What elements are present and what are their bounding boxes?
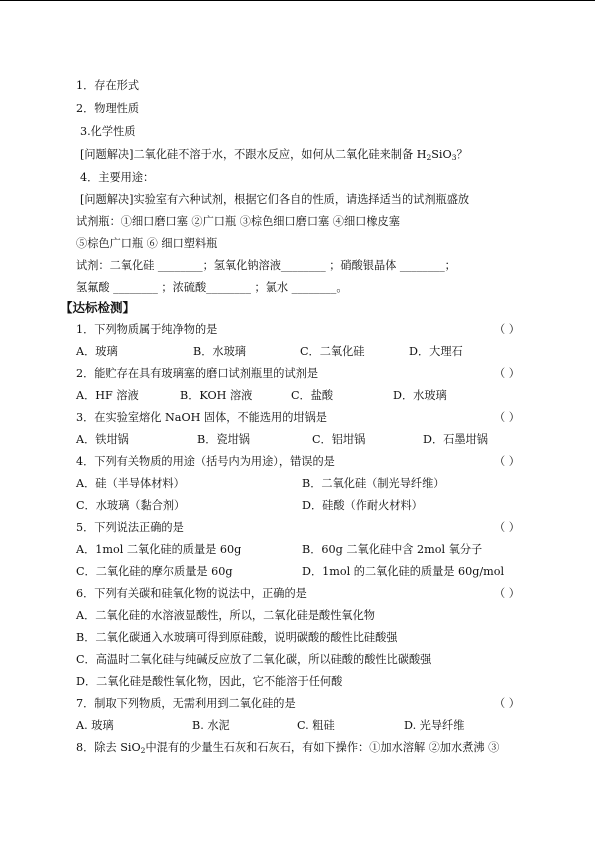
question-1-text: 1．下列物质属于纯净物的是 [76, 323, 218, 336]
reagents-text-2: 氢氟酸 ________ ；浓硫酸________ ；氯水 ________。 [76, 281, 348, 294]
option-c: C．水玻璃（黏合剂） [76, 499, 186, 512]
question-1-options [0, 342, 595, 362]
problem-solving-2 [0, 190, 595, 210]
question-8-stem [0, 738, 595, 758]
question-3-stem [0, 408, 595, 428]
option-c: C．二氧化硅 [300, 345, 365, 358]
question-4-text: 4．下列有关物质的用途（括号内为用途），错误的是 [76, 455, 335, 468]
answer-paren-7: （ ） [494, 697, 520, 710]
option-d: D．水玻璃 [393, 389, 447, 402]
question-8-text [76, 738, 499, 758]
question-1-stem [0, 320, 595, 340]
section-title: 【达标检测】 [60, 300, 136, 315]
option-b: B．二氧化硅（制光导纤维） [302, 477, 445, 490]
option-a: A．HF 溶液 [76, 389, 139, 402]
intro-line-1 [0, 76, 595, 96]
question-7-stem [0, 694, 595, 714]
question-6-option-c [0, 650, 595, 670]
option-a: A. 玻璃 [76, 719, 114, 732]
option-b: B．水玻璃 [193, 345, 246, 358]
option-b: B．瓷坩锅 [197, 433, 250, 446]
intro-item-1: 1．存在形式 [76, 79, 140, 92]
intro-line-2 [0, 99, 595, 119]
option-b: B．60g 二氧化硅中含 2mol 氧分子 [302, 543, 483, 556]
question-4-stem [0, 452, 595, 472]
question-2-options [0, 386, 595, 406]
answer-paren-6: （ ） [494, 587, 520, 600]
option-a: A．二氧化硅的水溶液显酸性，所以，二氧化硅是酸性氧化物 [76, 609, 375, 622]
option-d: D．硅酸（作耐火材料） [302, 499, 423, 512]
question-6-option-b [0, 628, 595, 648]
question-3-text: 3．在实验室熔化 NaOH 固体，不能选用的坩锅是 [76, 411, 327, 424]
answer-paren-4: （ ） [494, 455, 520, 468]
option-b: B．二氧化碳通入水玻璃可得到原硅酸，说明碳酸的酸性比硅酸强 [76, 631, 398, 644]
option-c: C．二氧化硅的摩尔质量是 60g [76, 565, 233, 578]
reagents-line-1 [0, 256, 595, 276]
option-b: B. 水泥 [192, 719, 230, 732]
question-5-stem [0, 518, 595, 538]
section-heading [0, 298, 595, 318]
option-d: D．二氧化硅是酸性氧化物，因此，它不能溶于任何酸 [76, 675, 343, 688]
question-5-options-ab [0, 540, 595, 560]
problem-solving-2-text: [问题解决]实验室有六种试剂，根据它们各自的性质，请选择适当的试剂瓶盛放 [80, 193, 470, 206]
bottles-line-2 [0, 234, 595, 254]
problem-1-post: ？ [456, 148, 468, 161]
option-c: C．铝坩锅 [312, 433, 366, 446]
option-a: A．硅（半导体材料） [76, 477, 185, 490]
option-c: C．盐酸 [291, 389, 334, 402]
question-8-post: 中混有的少量生石灰和石灰石，有如下操作：①加水溶解 ②加水煮沸 ③ [145, 741, 500, 754]
problem-solving-1 [0, 145, 595, 165]
question-4-options-ab [0, 474, 595, 494]
option-a: A．1mol 二氧化硅的质量是 60g [76, 543, 242, 556]
question-2-text: 2．能贮存在具有玻璃塞的磨口试剂瓶里的试剂是 [76, 367, 319, 380]
question-5-text: 5．下列说法正确的是 [76, 521, 184, 534]
question-8-pre: 8．除去 SiO [76, 741, 141, 754]
intro-line-3 [0, 122, 595, 142]
question-6-option-d [0, 672, 595, 692]
question-6-text: 6．下列有关碳和硅氧化物的说法中，正确的是 [76, 587, 307, 600]
question-7-text: 7．制取下列物质，无需利用到二氧化硅的是 [76, 697, 296, 710]
intro-item-3: 3.化学性质 [80, 125, 136, 138]
option-d: D．石墨坩锅 [423, 433, 488, 446]
question-7-options [0, 716, 595, 736]
answer-paren-5: （ ） [494, 521, 520, 534]
problem-1-sub-2: 3 [451, 153, 457, 162]
option-c: C. 粗硅 [297, 719, 335, 732]
question-6-stem [0, 584, 595, 604]
option-d: D．大理石 [409, 345, 463, 358]
problem-1-sub-1: 2 [426, 153, 432, 162]
question-5-options-cd [0, 562, 595, 582]
question-8-sub: 2 [140, 746, 146, 755]
option-d: D. 光导纤维 [404, 719, 465, 732]
reagents-text-1: 试剂：二氧化硅 ________；氢氧化钠溶液________ ；硝酸银晶体 ________； [76, 259, 456, 272]
question-4-options-cd [0, 496, 595, 516]
problem-solving-1-text [80, 145, 468, 165]
question-6-option-a [0, 606, 595, 626]
bottles-text-1: 试剂瓶：①细口磨口塞 ②广口瓶 ③棕色细口磨口塞 ④细口橡皮塞 [76, 215, 400, 228]
question-2-stem [0, 364, 595, 384]
problem-1-pre: [问题解决]二氧化硅不溶于水，不跟水反应，如何从二氧化硅来制备 H [80, 148, 427, 161]
problem-1-mid: SiO [431, 148, 452, 161]
option-b: B．KOH 溶液 [180, 389, 253, 402]
answer-paren-2: （ ） [494, 367, 520, 380]
intro-item-2: 2．物理性质 [76, 102, 140, 115]
answer-paren-3: （ ） [494, 411, 520, 424]
intro-item-4: 4．主要用途： [80, 171, 155, 184]
option-c: C．高温时二氧化硅与纯碱反应放了二氧化碳，所以硅酸的酸性比碳酸强 [76, 653, 432, 666]
option-d: D．1mol 的二氧化硅的质量是 60g/mol [302, 565, 505, 578]
option-a: A．铁坩锅 [76, 433, 129, 446]
bottles-text-2: ⑤棕色广口瓶 ⑥ 细口塑料瓶 [76, 237, 218, 250]
question-3-options [0, 430, 595, 450]
option-a: A．玻璃 [76, 345, 118, 358]
bottles-line-1 [0, 212, 595, 232]
answer-paren-1: （ ） [494, 323, 520, 336]
intro-line-4 [0, 168, 595, 188]
reagents-line-2 [0, 278, 595, 298]
